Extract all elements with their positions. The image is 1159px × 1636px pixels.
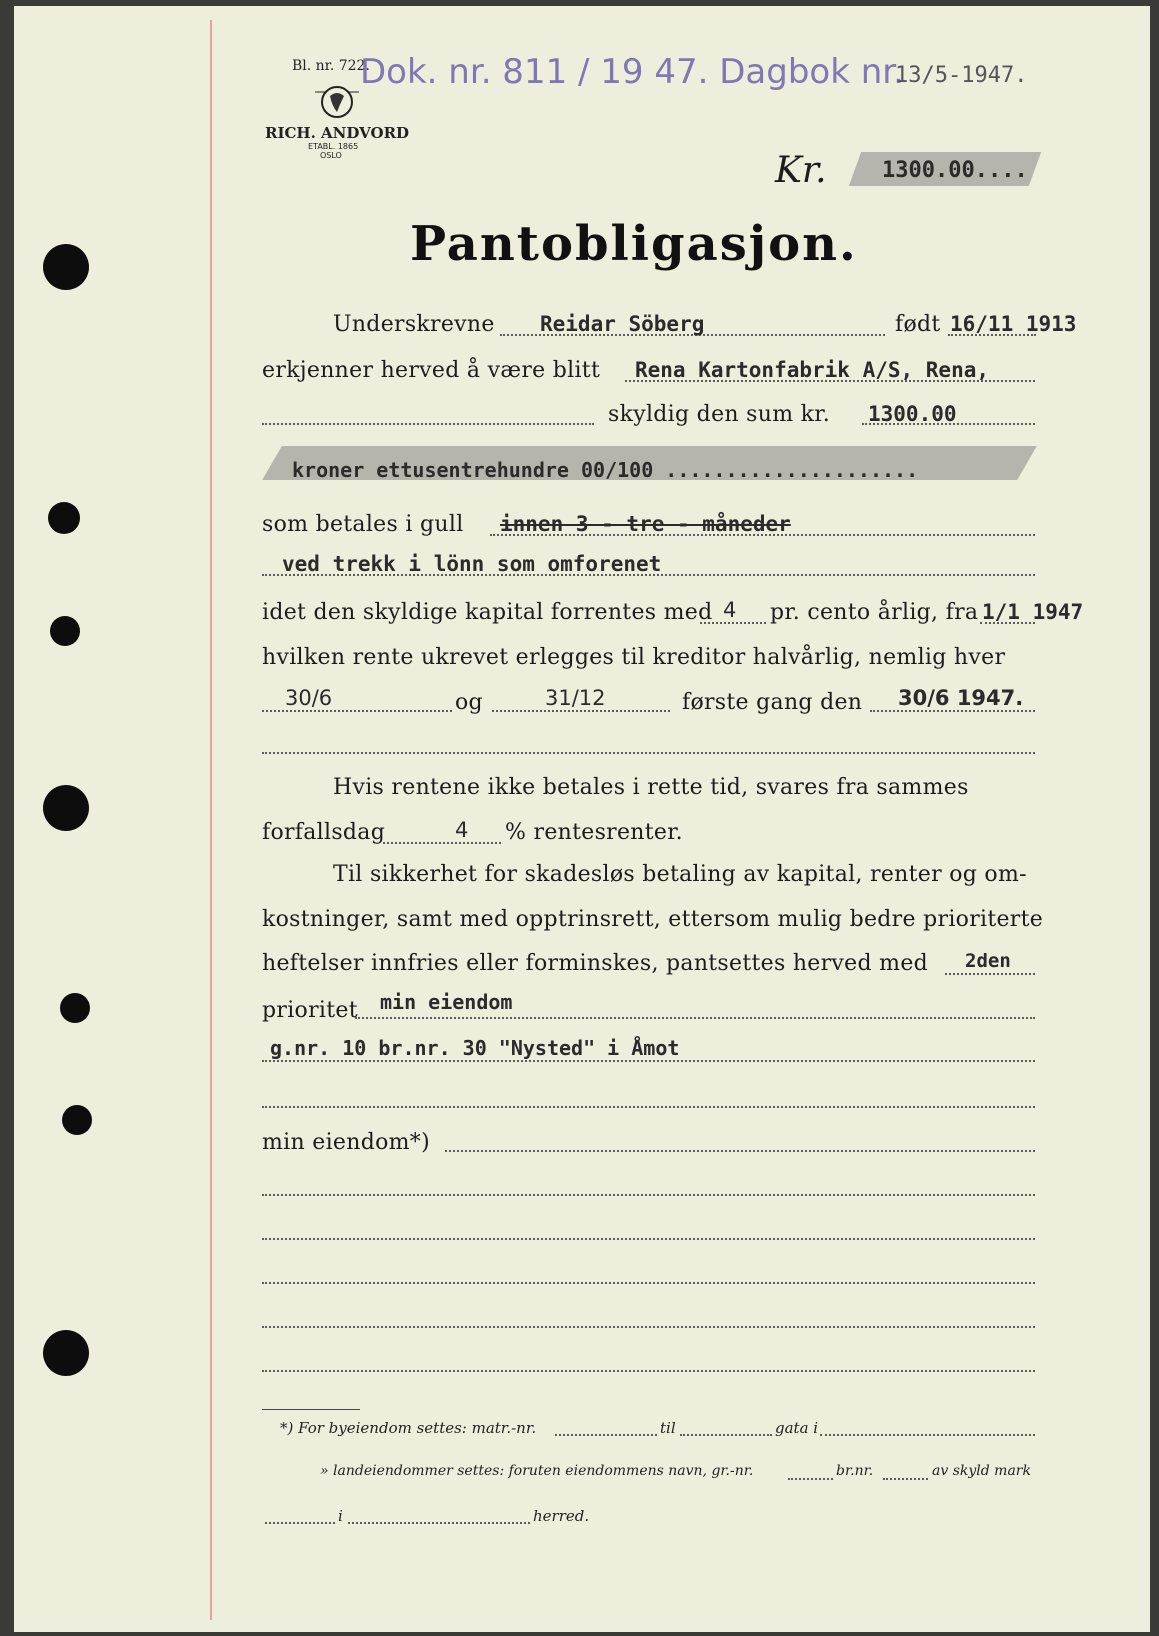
interest-from: 1/1 1947 bbox=[982, 600, 1084, 624]
form-number: Bl. nr. 722. bbox=[292, 58, 370, 74]
owing-amount: 1300.00 bbox=[868, 402, 957, 426]
footnote-2c: av skyld mark bbox=[932, 1463, 1031, 1479]
fill-line bbox=[262, 1060, 1035, 1062]
rent-label: hvilken rente ukrevet erlegges til kreditor halvårlig, nemlig hver bbox=[262, 645, 1006, 670]
punch-hole bbox=[43, 785, 89, 831]
publisher-name: RICH. ANDVORD bbox=[265, 124, 410, 142]
payment-label: som betales i gull bbox=[262, 512, 464, 537]
priority-label: prioritet bbox=[262, 998, 358, 1023]
fill-line bbox=[262, 574, 1035, 576]
fill-line bbox=[870, 710, 1035, 712]
fill-line bbox=[262, 1326, 1035, 1328]
fill-line bbox=[680, 1434, 772, 1436]
punch-hole bbox=[43, 244, 89, 290]
fill-line bbox=[820, 1434, 1035, 1436]
fill-line bbox=[355, 1017, 1035, 1019]
fill-line bbox=[265, 1522, 335, 1524]
footnote-1b: til bbox=[660, 1419, 676, 1437]
late-line2-a: forfallsdag bbox=[262, 820, 386, 845]
late-line2-b: % rentesrenter. bbox=[505, 820, 683, 845]
interest-mid: pr. cento årlig, fra bbox=[770, 600, 979, 625]
fill-line bbox=[262, 752, 1035, 754]
punch-hole bbox=[60, 993, 90, 1023]
punch-hole bbox=[62, 1105, 92, 1135]
late-line1: Hvis rentene ikke betales i rette tid, svares fra sammes bbox=[333, 775, 969, 800]
priority-value: 2den bbox=[965, 950, 1011, 972]
property-typed: g.nr. 10 br.nr. 30 "Nysted" i Åmot bbox=[270, 1036, 680, 1060]
born-label: født bbox=[895, 312, 941, 337]
publisher-sub: ETABL. 1865 bbox=[308, 142, 359, 151]
late-rate: 4 bbox=[455, 818, 469, 842]
journal-stamp: Dok. nr. 811 / 19 47. Dagbok nr. bbox=[360, 52, 904, 92]
interest-label: idet den skyldige kapital forrentes med bbox=[262, 600, 713, 625]
first-date: 30/6 1947. bbox=[898, 686, 1024, 710]
security-line1: Til sikkerhet for skadesløs betaling av kapital, renter og om- bbox=[333, 862, 1027, 887]
security-line2: kostninger, samt med opptrinsrett, ettersom mulig bedre prioriterte bbox=[262, 907, 1044, 932]
margin-line bbox=[210, 20, 212, 1620]
amount-value: 1300.00.... bbox=[882, 158, 1028, 183]
payment-typed: innen 3 - tre - måneder bbox=[500, 512, 791, 536]
fill-line bbox=[555, 1434, 657, 1436]
fill-line bbox=[383, 842, 501, 844]
creditor-name: Rena Kartonfabrik A/S, Rena, bbox=[635, 358, 990, 382]
fill-line bbox=[348, 1522, 530, 1524]
undersigned-label: Underskrevne bbox=[333, 312, 495, 337]
fill-line bbox=[262, 1282, 1035, 1284]
footnote-rule bbox=[262, 1409, 360, 1410]
publisher-logo bbox=[312, 82, 362, 124]
fill-line bbox=[262, 1194, 1035, 1196]
fill-line bbox=[883, 1478, 928, 1480]
footnote-1a: *) For byeiendom settes: matr.-nr. bbox=[280, 1419, 537, 1437]
footnote-2b: br.nr. bbox=[836, 1463, 874, 1479]
amount-label: Kr. bbox=[775, 150, 827, 191]
fill-line bbox=[262, 1106, 1035, 1108]
my-property-label: min eiendom*) bbox=[262, 1130, 430, 1155]
publisher-city: OSLO bbox=[320, 151, 342, 160]
fill-line bbox=[262, 423, 594, 425]
punch-hole bbox=[50, 616, 80, 646]
footnote-2a: » landeiendommer settes: foruten eiendommens navn, gr.-nr. bbox=[320, 1463, 754, 1479]
acknowledge-label: erkjenner herved å være blitt bbox=[262, 358, 601, 383]
fill-line bbox=[788, 1478, 833, 1480]
punch-hole bbox=[43, 1330, 89, 1376]
fill-line bbox=[262, 1238, 1035, 1240]
amount-words: kroner ettusentrehundre 00/100 ..................... bbox=[292, 458, 919, 482]
fill-line bbox=[445, 1150, 1035, 1152]
undersigned-name: Reidar Söberg bbox=[540, 312, 705, 336]
fill-line bbox=[945, 973, 1035, 975]
priority-typed: min eiendom bbox=[380, 990, 513, 1014]
born-date: 16/11 1913 bbox=[950, 312, 1077, 336]
fill-line bbox=[492, 710, 670, 712]
rent-date2: 31/12 bbox=[545, 686, 606, 710]
footnote-1c: gata i bbox=[775, 1419, 819, 1437]
journal-date: 13/5-1947. bbox=[895, 63, 1028, 88]
interest-rate: 4 bbox=[723, 598, 737, 622]
security-line3: heftelser innfries eller forminskes, pantsettes herved med bbox=[262, 951, 929, 976]
og-label: og bbox=[455, 690, 483, 715]
fill-line bbox=[262, 710, 452, 712]
fill-line bbox=[700, 622, 766, 624]
first-label: første gang den bbox=[682, 690, 863, 715]
rent-date1: 30/6 bbox=[285, 686, 333, 710]
punch-hole bbox=[48, 502, 80, 534]
document-title: Pantobligasjon. bbox=[410, 216, 858, 272]
owing-label: skyldig den sum kr. bbox=[608, 402, 830, 427]
payment-line2: ved trekk i lönn som omforenet bbox=[282, 552, 662, 576]
fill-line bbox=[262, 1370, 1035, 1372]
footnote-3b: herred. bbox=[533, 1507, 590, 1525]
footnote-3a: i bbox=[338, 1507, 343, 1525]
